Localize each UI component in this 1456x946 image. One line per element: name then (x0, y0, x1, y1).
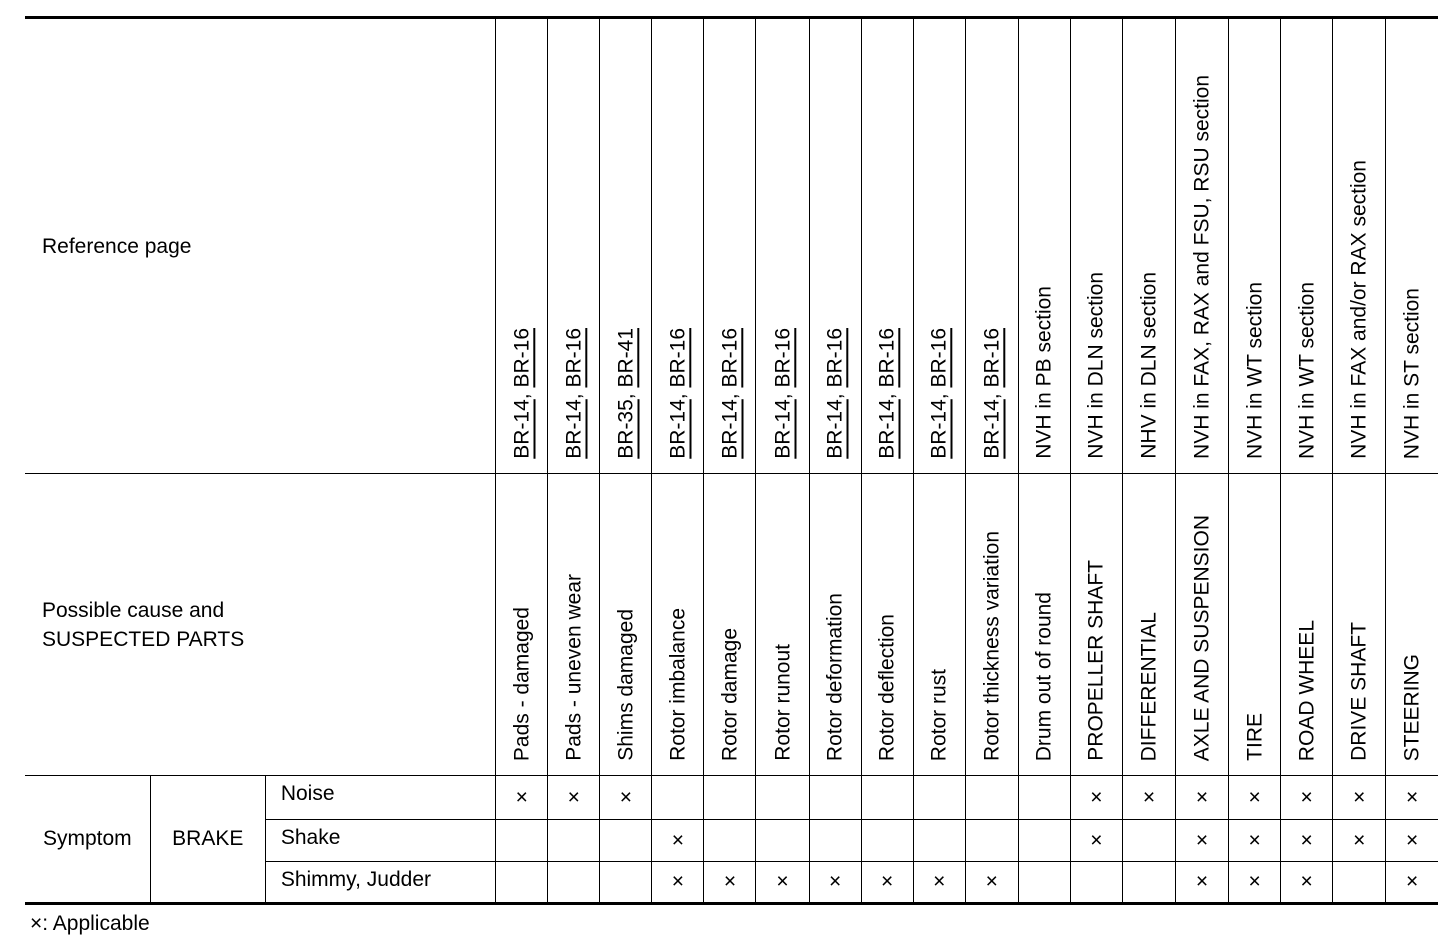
reference-links (981, 328, 1002, 459)
empty-cell (965, 776, 1018, 820)
suspected-part-label: STEERING (1400, 653, 1424, 761)
empty-cell (1122, 862, 1175, 904)
reference-links (825, 328, 846, 459)
possible-cause-line2: SUSPECTED PARTS (42, 627, 245, 651)
reference-cell (965, 18, 1018, 474)
reference-link[interactable]: BR-16 (980, 328, 1004, 388)
reference-link[interactable]: BR-16 (666, 328, 690, 388)
suspected-part-label: Drum out of round (1032, 591, 1056, 761)
reference-link[interactable]: BR-16 (927, 328, 951, 388)
reference-separator: , (823, 387, 847, 400)
reference-cell (704, 18, 756, 474)
reference-link[interactable]: BR-41 (614, 328, 638, 388)
empty-cell (704, 820, 756, 862)
reference-row (25, 18, 1438, 474)
reference-cell (548, 18, 600, 474)
empty-cell (861, 820, 913, 862)
reference-separator: , (718, 387, 742, 400)
suspected-part-label: ROAD WHEEL (1295, 619, 1319, 761)
reference-link[interactable]: BR-16 (510, 328, 534, 388)
reference-cell (600, 18, 652, 474)
reference-separator: , (614, 387, 638, 400)
suspected-part-cell (965, 474, 1018, 776)
applicable-mark: × (496, 776, 548, 820)
suspected-part-label: Shims damaged (614, 609, 638, 761)
applicable-mark: × (1229, 820, 1281, 862)
suspected-part-label: Pads - uneven wear (562, 574, 586, 761)
reference-link[interactable]: BR-14 (875, 399, 899, 459)
applicable-mark: × (1175, 862, 1228, 904)
suspected-part-cell (600, 474, 652, 776)
empty-cell (1018, 820, 1070, 862)
reference-cell (1333, 18, 1386, 474)
empty-cell (965, 820, 1018, 862)
reference-link[interactable]: BR-14 (980, 399, 1004, 459)
suspected-part-cell (1229, 474, 1281, 776)
suspected-part-cell (496, 474, 548, 776)
legend-applicable: ×: Applicable (30, 912, 150, 935)
reference-text: NVH in WT section (1243, 282, 1267, 459)
reference-link[interactable]: BR-14 (927, 399, 951, 459)
suspected-parts-row (25, 474, 1438, 776)
reference-link[interactable]: BR-14 (823, 399, 847, 459)
reference-text: NVH in FAX, RAX and FSU, RSU section (1190, 75, 1214, 459)
empty-cell (652, 776, 704, 820)
reference-separator: , (927, 387, 951, 400)
applicable-mark: × (965, 862, 1018, 904)
symptom-row-noise (25, 776, 1438, 820)
empty-cell (756, 820, 809, 862)
symptom-noise: Noise (265, 776, 495, 820)
suspected-part-label: DIFFERENTIAL (1137, 611, 1161, 761)
reference-link[interactable]: BR-16 (823, 328, 847, 388)
empty-cell (600, 820, 652, 862)
reference-link[interactable]: BR-14 (510, 399, 534, 459)
reference-page-label: Reference page (25, 18, 496, 474)
reference-separator: , (666, 387, 690, 400)
reference-link[interactable]: BR-16 (562, 328, 586, 388)
applicable-mark: × (1229, 862, 1281, 904)
applicable-mark: × (1386, 776, 1438, 820)
symptom-label: Symptom (25, 776, 150, 904)
reference-link[interactable]: BR-14 (771, 399, 795, 459)
reference-cell (1175, 18, 1228, 474)
empty-cell (1018, 776, 1070, 820)
suspected-part-label: Rotor deformation (823, 592, 847, 761)
applicable-mark: × (1333, 776, 1386, 820)
suspected-part-cell (704, 474, 756, 776)
empty-cell (1070, 862, 1122, 904)
suspected-part-cell (548, 474, 600, 776)
reference-link[interactable]: BR-16 (771, 328, 795, 388)
suspected-part-label: Rotor thickness variation (980, 531, 1004, 761)
empty-cell (548, 862, 600, 904)
applicable-mark: × (1281, 820, 1333, 862)
reference-cell (1386, 18, 1438, 474)
applicable-mark: × (1070, 820, 1122, 862)
applicable-mark: × (1175, 820, 1228, 862)
reference-cell (809, 18, 861, 474)
suspected-part-cell (652, 474, 704, 776)
suspected-part-cell (1175, 474, 1228, 776)
applicable-mark: × (1229, 776, 1281, 820)
symptom-shimmy-judder: Shimmy, Judder (265, 862, 495, 904)
reference-links (772, 328, 793, 459)
empty-cell (809, 820, 861, 862)
reference-cell (1229, 18, 1281, 474)
reference-text: NHV in DLN section (1137, 272, 1161, 459)
reference-link[interactable]: BR-14 (562, 399, 586, 459)
suspected-part-cell (1070, 474, 1122, 776)
reference-cell (756, 18, 809, 474)
reference-cell (1018, 18, 1070, 474)
reference-cell (652, 18, 704, 474)
applicable-mark: × (913, 862, 965, 904)
suspected-part-label: TIRE (1243, 713, 1267, 761)
nvh-troubleshooting-table (25, 16, 1438, 905)
applicable-mark: × (1333, 820, 1386, 862)
suspected-part-cell (809, 474, 861, 776)
applicable-mark: × (652, 820, 704, 862)
applicable-mark: × (1386, 820, 1438, 862)
reference-cell (1122, 18, 1175, 474)
reference-cell (861, 18, 913, 474)
empty-cell (756, 776, 809, 820)
empty-cell (704, 776, 756, 820)
reference-links (563, 328, 584, 459)
empty-cell (913, 776, 965, 820)
reference-cell (496, 18, 548, 474)
reference-text: NVH in FAX and/or RAX section (1347, 160, 1371, 459)
suspected-part-cell (1281, 474, 1333, 776)
applicable-mark: × (1281, 862, 1333, 904)
suspected-part-label: Rotor runout (771, 644, 795, 761)
suspected-part-label: PROPELLER SHAFT (1084, 560, 1108, 761)
applicable-mark: × (1070, 776, 1122, 820)
applicable-mark: × (1175, 776, 1228, 820)
suspected-part-cell (913, 474, 965, 776)
applicable-mark: × (861, 862, 913, 904)
reference-links (511, 328, 532, 459)
reference-separator: , (980, 387, 1004, 400)
reference-cell (913, 18, 965, 474)
reference-link[interactable]: BR-16 (718, 328, 742, 388)
applicable-mark: × (1281, 776, 1333, 820)
reference-links (877, 328, 898, 459)
empty-cell (600, 862, 652, 904)
reference-links (719, 328, 740, 459)
applicable-mark: × (548, 776, 600, 820)
applicable-mark: × (809, 862, 861, 904)
reference-links (615, 328, 636, 459)
suspected-part-label: Pads - damaged (510, 606, 534, 761)
suspected-part-label: DRIVE SHAFT (1347, 622, 1371, 761)
empty-cell (496, 820, 548, 862)
reference-link[interactable]: BR-14 (718, 399, 742, 459)
possible-cause-label (25, 474, 496, 776)
applicable-mark: × (756, 862, 809, 904)
suspected-part-label: AXLE AND SUSPENSION (1190, 514, 1214, 761)
reference-separator: , (771, 387, 795, 400)
reference-text: NVH in DLN section (1084, 272, 1108, 459)
empty-cell (1333, 862, 1386, 904)
reference-link[interactable]: BR-35 (614, 399, 638, 459)
applicable-mark: × (652, 862, 704, 904)
empty-cell (1122, 820, 1175, 862)
possible-cause-line1: Possible cause and (42, 598, 225, 622)
reference-text: NVH in WT section (1295, 282, 1319, 459)
reference-links (929, 328, 950, 459)
reference-text: NVH in ST section (1400, 287, 1424, 459)
symptom-shake: Shake (265, 820, 495, 862)
reference-links (667, 328, 688, 459)
reference-link[interactable]: BR-14 (666, 399, 690, 459)
reference-separator: , (510, 387, 534, 400)
suspected-part-label: Rotor rust (927, 668, 951, 761)
empty-cell (913, 820, 965, 862)
suspected-part-label: Rotor imbalance (666, 608, 690, 761)
empty-cell (861, 776, 913, 820)
suspected-part-cell (756, 474, 809, 776)
suspected-part-cell (1122, 474, 1175, 776)
empty-cell (496, 862, 548, 904)
suspected-part-cell (1018, 474, 1070, 776)
applicable-mark: × (600, 776, 652, 820)
reference-text: NVH in PB section (1032, 286, 1056, 459)
suspected-part-cell (861, 474, 913, 776)
suspected-part-label: Rotor damage (718, 627, 742, 761)
reference-link[interactable]: BR-16 (875, 328, 899, 388)
suspected-part-label: Rotor deflection (875, 613, 899, 761)
empty-cell (809, 776, 861, 820)
empty-cell (1018, 862, 1070, 904)
applicable-mark: × (704, 862, 756, 904)
empty-cell (548, 820, 600, 862)
brake-label: BRAKE (150, 776, 265, 904)
applicable-mark: × (1386, 862, 1438, 904)
reference-separator: , (562, 387, 586, 400)
applicable-mark: × (1122, 776, 1175, 820)
reference-cell (1070, 18, 1122, 474)
reference-cell (1281, 18, 1333, 474)
suspected-part-cell (1333, 474, 1386, 776)
reference-separator: , (875, 387, 899, 400)
suspected-part-cell (1386, 474, 1438, 776)
